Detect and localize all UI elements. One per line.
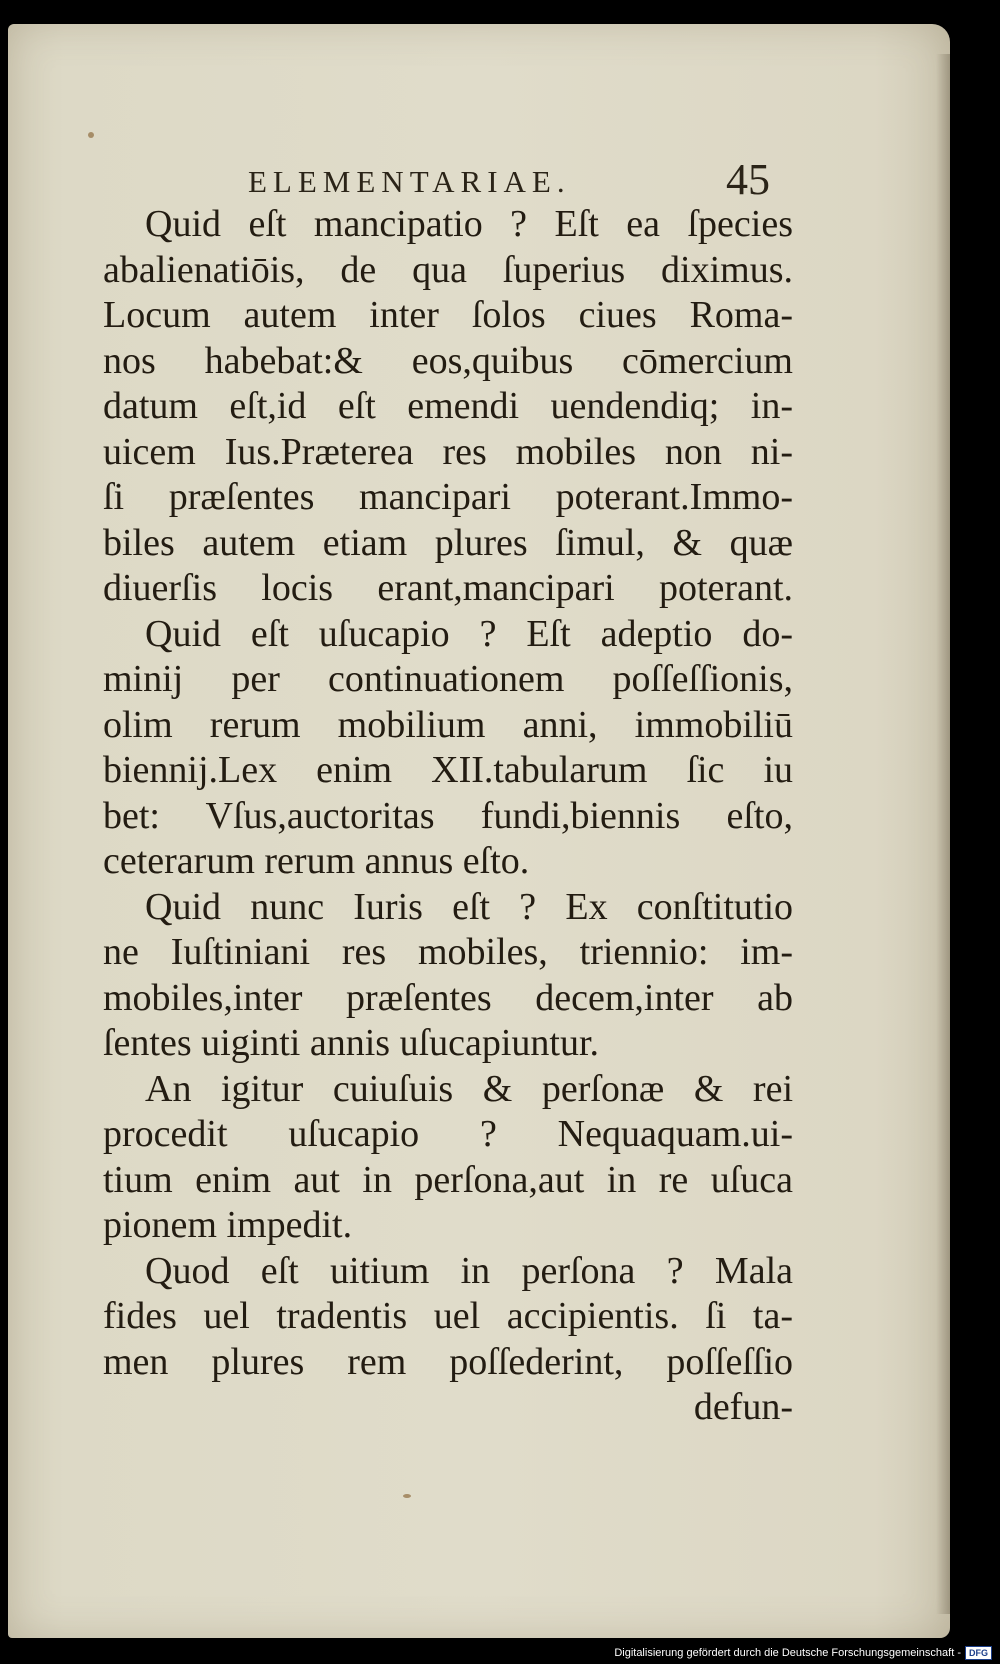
text-line: ſi præſentes mancipari poterant.Immo-	[103, 476, 793, 518]
credit-text: Digitalisierung gefördert durch die Deutsche Forschungsgemeinschaft -	[614, 1647, 961, 1659]
text-line: Quid eſt mancipatio ? Eſt ea ſpecies	[145, 203, 793, 245]
text-line: fides uel tradentis uel accipientis. ſi ta-	[103, 1295, 793, 1337]
text-line: biennij.Lex enim XII.tabularum ſic iu	[103, 749, 793, 791]
text-line: procedit uſucapio ? Nequaquam.ui-	[103, 1113, 793, 1155]
text-line: ne Iuſtiniani res mobiles, triennio: im-	[103, 931, 793, 973]
text-line: diuerſis locis erant,mancipari poterant.	[103, 567, 793, 609]
page-edge-shadow	[936, 54, 950, 1614]
text-line: ceterarum rerum annus eſto.	[103, 840, 530, 882]
text-line: nos habebat:& eos,quibus cōmercium	[103, 339, 793, 382]
text-line: biles autem etiam plures ſimul, & quæ	[103, 521, 793, 564]
text-line: Quid nunc Iuris eſt ? Ex conſtitutio	[145, 885, 793, 928]
text-line: bet: Vſus,auctoritas fundi,biennis eſto,	[103, 794, 793, 837]
text-line: minij per continuationem poſſeſſionis,	[103, 658, 793, 700]
running-head: ELEMENTARIAE.	[248, 164, 571, 199]
text-line: Quod eſt uitium in perſona ? Mala	[145, 1249, 793, 1292]
text-line: olim rerum mobilium anni, immobiliū	[103, 703, 793, 746]
catchword: defun-	[693, 1386, 793, 1428]
text-line: ſentes uiginti annis uſucapiuntur.	[103, 1022, 600, 1064]
text-line: uicem Ius.Præterea res mobiles non ni-	[103, 430, 793, 473]
text-line: datum eſt,id eſt emendi uendendiq; in-	[103, 385, 793, 427]
ink-spot	[403, 1494, 411, 1498]
text-line: Quid eſt uſucapio ? Eſt adeptio do-	[145, 612, 793, 655]
text-line: mobiles,inter præſentes decem,inter ab	[103, 976, 793, 1019]
page-number: 45	[726, 155, 770, 204]
body-text	[103, 202, 793, 1431]
dfg-logo: DFG	[965, 1646, 992, 1660]
text-line: tium enim aut in perſona,aut in re uſuca	[103, 1158, 793, 1201]
text-line: abalienatiōis, de qua ſuperius diximus.	[103, 248, 793, 291]
digitization-credit	[614, 1646, 992, 1660]
text-line: men plures rem poſſederint, poſſeſſio	[103, 1340, 793, 1383]
ink-spot	[88, 132, 94, 138]
book-page	[8, 24, 950, 1638]
text-line: pionem impedit.	[103, 1204, 353, 1246]
text-line: Locum autem inter ſolos ciues Roma-	[103, 294, 793, 336]
text-line: An igitur cuiuſuis & perſonæ & rei	[145, 1067, 793, 1110]
